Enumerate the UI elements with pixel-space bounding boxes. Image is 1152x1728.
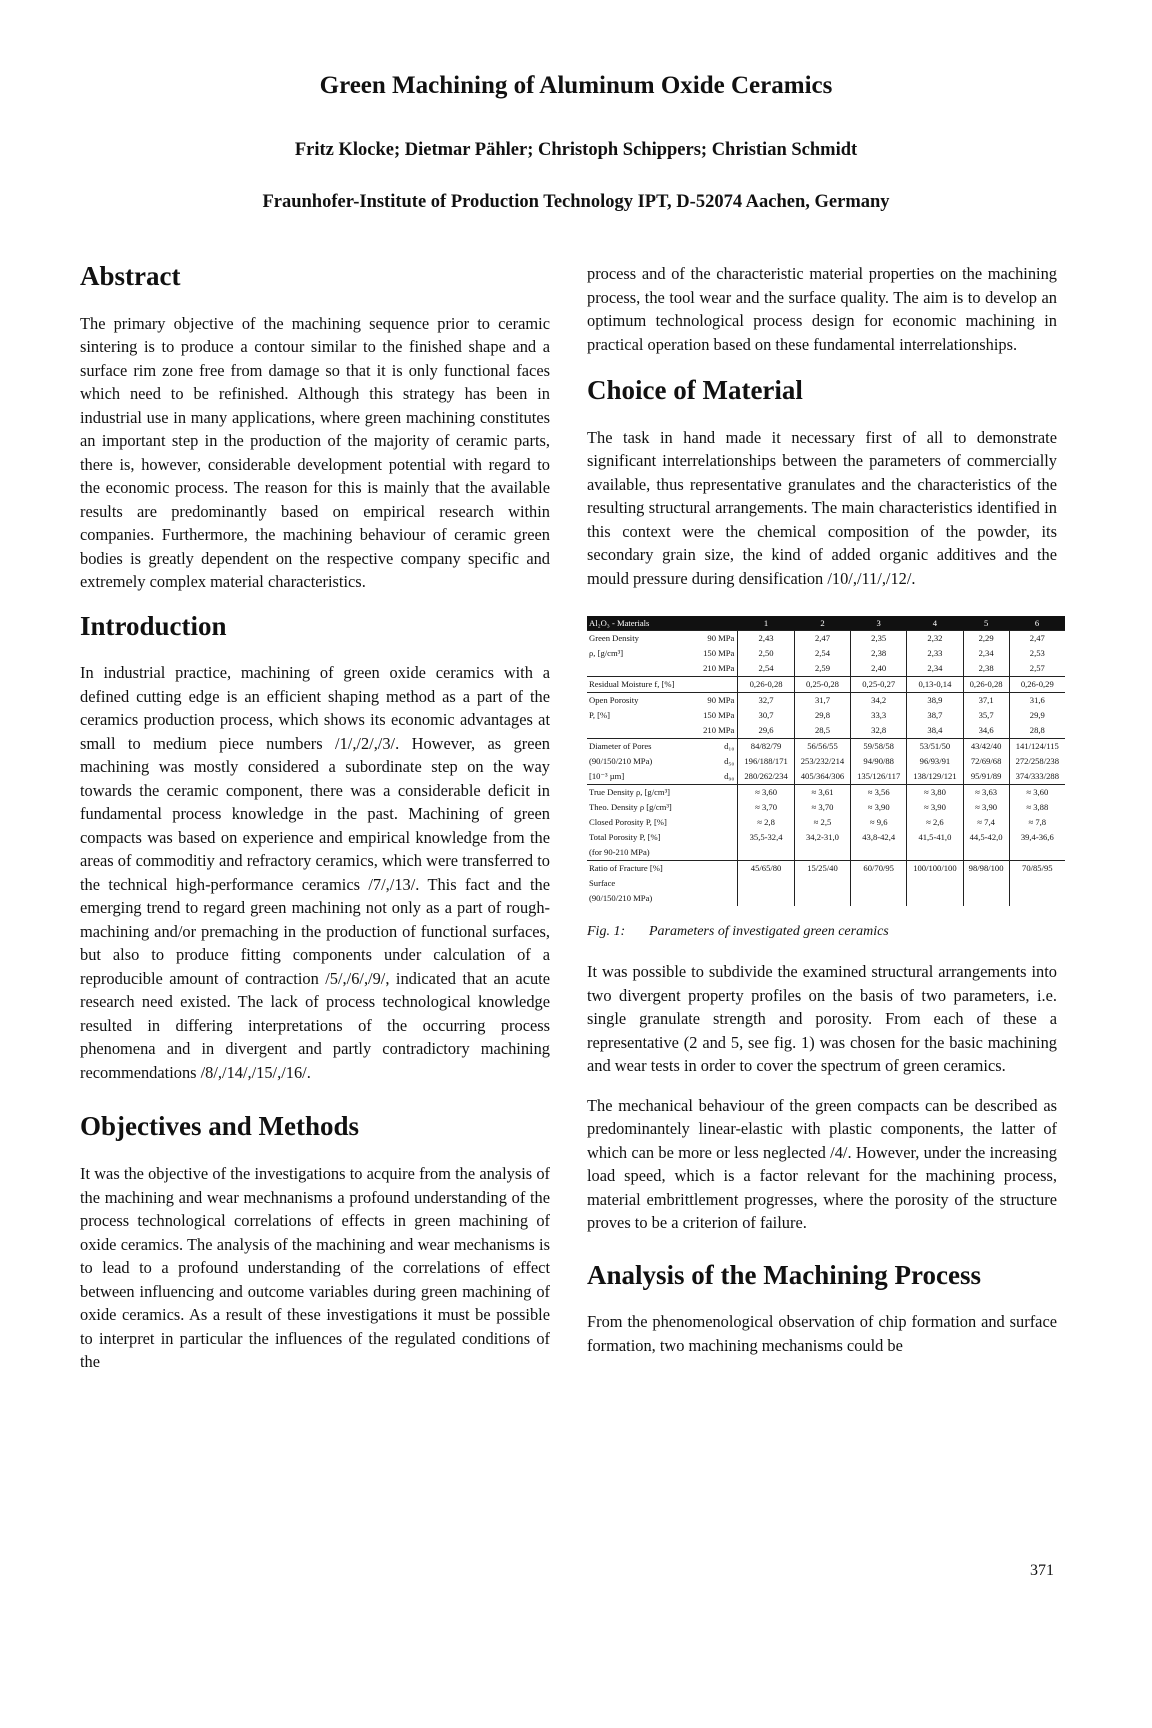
table-cell: ≈ 3,63 xyxy=(963,785,1009,801)
row-label: Theo. Density ρ [g/cm³] xyxy=(589,802,672,813)
table-cell: ≈ 3,90 xyxy=(963,800,1009,815)
row-sublabel: 90 MPa xyxy=(694,631,737,647)
row-label: True Density ρ, [g/cm³] xyxy=(587,785,694,801)
table-row xyxy=(587,723,1065,739)
table-cell: 405/364/306 xyxy=(794,769,850,785)
table-cell: 280/262/234 xyxy=(738,769,794,785)
table-cell xyxy=(907,891,963,906)
table-cell xyxy=(963,891,1009,906)
table-cell: 253/232/214 xyxy=(794,754,850,769)
table-cell: 30,7 xyxy=(738,708,794,723)
table-cell: 31,6 xyxy=(1009,693,1065,709)
row-sublabel xyxy=(694,785,737,801)
left-column xyxy=(80,262,550,1374)
row-label: (90/150/210 MPa) xyxy=(589,756,653,767)
table-cell: 31,7 xyxy=(794,693,850,709)
table-header-cell: 3 xyxy=(851,616,907,631)
table-cell: 2,38 xyxy=(851,646,907,661)
table-cell xyxy=(907,845,963,861)
table-cell: ≈ 3,80 xyxy=(907,785,963,801)
table-row xyxy=(587,769,1065,785)
table-cell: 2,43 xyxy=(738,631,794,647)
subdivide-text: It was possible to subdivide the examined structural arrangements into two divergent property profiles on the basis of two parameters, i.e. single granulate strength and porosity. From each of these a representative (2 and 5, see fig. 1) was chosen for the basic machining and wear tests in order to cover the spectrum of green ceramics. xyxy=(587,962,1057,1076)
table-cell: ≈ 3,56 xyxy=(851,785,907,801)
table-cell: 0,26-0,29 xyxy=(1009,677,1065,693)
row-sublabel xyxy=(694,876,737,891)
row-sublabel xyxy=(694,891,737,906)
row-label xyxy=(587,723,694,739)
row-label: Open Porosity xyxy=(587,693,694,709)
table-cell: 374/333/288 xyxy=(1009,769,1065,785)
row-label: Closed Porosity P, [%] xyxy=(589,817,667,828)
table-cell xyxy=(851,845,907,861)
row-label: ρ, [g/cm³] xyxy=(589,648,624,659)
table-cell: ≈ 3,61 xyxy=(794,785,850,801)
table-cell xyxy=(851,876,907,891)
table-cell: 2,40 xyxy=(851,661,907,677)
row-label: Residual Moisture f, [%] xyxy=(587,677,694,693)
table-cell xyxy=(851,891,907,906)
table-cell: 32,8 xyxy=(851,723,907,739)
objectives-heading: Objectives and Methods xyxy=(80,1111,359,1142)
table-cell: ≈ 9,6 xyxy=(851,815,907,830)
table-header-cell: 1 xyxy=(738,616,794,631)
mechanical-text: The mechanical behaviour of the green compacts can be described as predominantely linear-elastic with plastic components, the latter of which can be more or less neglected /4/. However, under the increasing load speed, which is a factor relevant for the machining process, material embrittlement progresses, where the porosity of the structure proves to be a criterion of failure. xyxy=(587,1095,1057,1233)
table-cell: 2,34 xyxy=(907,661,963,677)
row-sublabel: d₉₀ xyxy=(724,771,735,782)
choice-heading: Choice of Material xyxy=(587,375,803,405)
table-cell: 34,2-31,0 xyxy=(794,830,850,845)
page-number: 371 xyxy=(1030,1562,1054,1579)
table-cell: 0,25-0,28 xyxy=(794,677,850,693)
row-sublabel xyxy=(694,861,737,877)
table-row xyxy=(587,693,1065,709)
table-cell: 2,57 xyxy=(1009,661,1065,677)
table-cell: ≈ 3,70 xyxy=(738,800,794,815)
table-row xyxy=(587,876,1065,891)
table-cell: 29,6 xyxy=(738,723,794,739)
table-cell: 53/51/50 xyxy=(907,739,963,755)
table-cell: 45/65/80 xyxy=(738,861,794,877)
figure-caption-text: Parameters of investigated green ceramics xyxy=(649,924,889,940)
table-cell xyxy=(738,845,794,861)
table-cell: 138/129/121 xyxy=(907,769,963,785)
table-row xyxy=(587,861,1065,877)
table-cell: 0,13-0,14 xyxy=(907,677,963,693)
table-header-cell: Al₂O₃ - Materials xyxy=(587,616,738,631)
table-cell: 44,5-42,0 xyxy=(963,830,1009,845)
table-body xyxy=(587,631,1065,907)
table-cell: 84/82/79 xyxy=(738,739,794,755)
table-cell: 29,9 xyxy=(1009,708,1065,723)
table-header-cell: 6 xyxy=(1009,616,1065,631)
figure-caption xyxy=(587,924,1057,940)
table-cell: 35,5-32,4 xyxy=(738,830,794,845)
table-cell: ≈ 3,90 xyxy=(907,800,963,815)
row-label: Total Porosity P, [%] xyxy=(589,832,661,843)
abstract-heading: Abstract xyxy=(80,261,181,291)
table-cell: 2,54 xyxy=(738,661,794,677)
table-cell: ≈ 2,6 xyxy=(907,815,963,830)
table-cell: 38,9 xyxy=(907,693,963,709)
row-sublabel: 210 MPa xyxy=(703,725,735,736)
table-cell: 96/93/91 xyxy=(907,754,963,769)
table-header-row xyxy=(587,616,1065,631)
table-cell: 60/70/95 xyxy=(851,861,907,877)
table-cell: 0,26-0,28 xyxy=(963,677,1009,693)
table-cell: 94/90/88 xyxy=(851,754,907,769)
table-row xyxy=(587,677,1065,693)
row-label xyxy=(587,661,694,677)
table-cell: 2,38 xyxy=(963,661,1009,677)
table-cell: 0,25-0,27 xyxy=(851,677,907,693)
table-cell: 2,32 xyxy=(907,631,963,647)
objectives-text: It was the objective of the investigations to acquire from the analysis of the machining and wear mechnanisms a profound understanding of the process technological correlations of effects in green machining of oxide ceramics. The analysis of the machining and wear mechanisms is to lead to a profound understanding of the correlations of effect between influencing and outcome variables during green machining of oxide ceramics. As a result of these investigations it must be possible to interpret in particular the influences of the regulated conditions of the xyxy=(80,1164,550,1372)
table-cell: 2,54 xyxy=(794,646,850,661)
table-cell: 39,4-36,6 xyxy=(1009,830,1065,845)
table-row xyxy=(587,845,1065,861)
table-header-cell: 5 xyxy=(963,616,1009,631)
table-row xyxy=(587,708,1065,723)
table-cell: 72/69/68 xyxy=(963,754,1009,769)
paper-title: Green Machining of Aluminum Oxide Ceramics xyxy=(319,72,833,99)
table-cell: 15/25/40 xyxy=(794,861,850,877)
table-cell: 38,7 xyxy=(907,708,963,723)
row-label: [10⁻³ µm] xyxy=(589,771,625,782)
table-cell xyxy=(1009,845,1065,861)
table-cell: 141/124/115 xyxy=(1009,739,1065,755)
page-header xyxy=(0,72,1152,213)
introduction-heading: Introduction xyxy=(80,610,227,641)
table-row xyxy=(587,646,1065,661)
table-cell: 135/126/117 xyxy=(851,769,907,785)
table-cell: 37,1 xyxy=(963,693,1009,709)
analysis-text: From the phenomenological observation of chip formation and surface formation, two machining mechanisms could be xyxy=(587,1312,1057,1355)
row-label: (90/150/210 MPa) xyxy=(589,893,653,904)
objectives-continued-text: process and of the characteristic material properties on the machining process, the tool wear and the surface quality. The aim is to develop an optimum technological process design for economic machining in practical operation based on these fundamental interrelationships. xyxy=(587,264,1057,354)
table-cell: 2,50 xyxy=(738,646,794,661)
table-cell: 2,33 xyxy=(907,646,963,661)
table-cell: 28,8 xyxy=(1009,723,1065,739)
author-list: Fritz Klocke; Dietmar Pähler; Christoph Schippers; Christian Schmidt xyxy=(294,140,858,160)
table-cell: 2,53 xyxy=(1009,646,1065,661)
figure-number: Fig. 1: xyxy=(587,924,626,940)
table-cell: 2,47 xyxy=(1009,631,1065,647)
row-sublabel: d₁₀ xyxy=(694,739,737,755)
table-row xyxy=(587,631,1065,647)
table-cell: 35,7 xyxy=(963,708,1009,723)
table-cell xyxy=(907,876,963,891)
table-row xyxy=(587,891,1065,906)
table-cell: 28,5 xyxy=(794,723,850,739)
introduction-text: In industrial practice, machining of green oxide ceramics with a defined cutting edge is an efficient shaping method as a part of the ceramics production process, which shows its economic advantages at small to medium piece numbers /1/,/2/,/3/. However, as green machining was mostly considered a subordinate step on the way towards the ceramic component, there was a considerable deficit in fundamental process knowledge in the past. Machining of green compacts was based on experience and empirical knowledge from the areas of commoditiy and refractory ceramics, which were transferred to the technical high-performance ceramics /7/,/13/. This fact and the emerging trend to regard green machining not only as a part of rough-machining and/or premaching in the production of functional surfaces, but also to produce fitting components under calculation of a reproducible amount of contraction /5/,/6/,/9/, indicated that an acute research need existed. The lack of process technological knowledge resulted in differing interpretations of the occurring process phenomena and in divergent and partly contradictory machining recommendations /8/,/14/,/15/,/16/. xyxy=(80,663,550,1082)
table-cell: 2,47 xyxy=(794,631,850,647)
table-cell: 196/188/171 xyxy=(738,754,794,769)
table-cell: 41,5-41,0 xyxy=(907,830,963,845)
table-cell: ≈ 7,8 xyxy=(1009,815,1065,830)
table-row xyxy=(587,739,1065,755)
table-cell xyxy=(794,876,850,891)
table-cell: 70/85/95 xyxy=(1009,861,1065,877)
table-cell xyxy=(1009,891,1065,906)
table-cell xyxy=(738,891,794,906)
row-sublabel: 90 MPa xyxy=(694,693,737,709)
table-cell: 95/91/89 xyxy=(963,769,1009,785)
table-cell: 34,6 xyxy=(963,723,1009,739)
table-cell: 2,34 xyxy=(963,646,1009,661)
row-label: (for 90-210 MPa) xyxy=(589,847,650,858)
row-label: Diameter of Pores xyxy=(587,739,694,755)
table-cell xyxy=(963,845,1009,861)
row-label: P, [%] xyxy=(589,710,611,721)
table-row xyxy=(587,785,1065,801)
table-cell: 59/58/58 xyxy=(851,739,907,755)
table-cell: 43/42/40 xyxy=(963,739,1009,755)
table-cell: 272/258/238 xyxy=(1009,754,1065,769)
table-cell: 98/98/100 xyxy=(963,861,1009,877)
table-row xyxy=(587,830,1065,845)
table-cell: 100/100/100 xyxy=(907,861,963,877)
row-sublabel xyxy=(694,830,737,845)
table-cell: 2,59 xyxy=(794,661,850,677)
table-cell: 34,2 xyxy=(851,693,907,709)
row-sublabel xyxy=(694,800,737,815)
table-cell: 38,4 xyxy=(907,723,963,739)
parameters-table xyxy=(587,616,1065,906)
table-cell: 32,7 xyxy=(738,693,794,709)
row-sublabel: d₅₀ xyxy=(724,756,735,767)
table-row xyxy=(587,754,1065,769)
row-sublabel xyxy=(694,677,737,693)
table-row xyxy=(587,815,1065,830)
table-cell: ≈ 3,88 xyxy=(1009,800,1065,815)
table-cell xyxy=(1009,876,1065,891)
table-cell: ≈ 3,60 xyxy=(738,785,794,801)
table-cell: 56/56/55 xyxy=(794,739,850,755)
row-label: Green Density xyxy=(587,631,694,647)
table-cell: 0,26-0,28 xyxy=(738,677,794,693)
row-label: Ratio of Fracture [%] xyxy=(587,861,694,877)
table-cell: ≈ 7,4 xyxy=(963,815,1009,830)
table-header-cell: 2 xyxy=(794,616,850,631)
table-cell: ≈ 3,90 xyxy=(851,800,907,815)
table-cell: 29,8 xyxy=(794,708,850,723)
table-cell: 2,35 xyxy=(851,631,907,647)
table-cell: 2,29 xyxy=(963,631,1009,647)
choice-text: The task in hand made it necessary first of all to demonstrate significant interrelationships between the parameters of commercially available, thus representative granulates and the characteristics of the resulting structural arrangements. The main characteristics identified in this context were the chemical composition of the powder, its secondary grain size, the kind of added organic additives and the mould pressure during densification /10/,/11/,/12/. xyxy=(587,427,1057,588)
affiliation: Fraunhofer-Institute of Production Technology IPT, D-52074 Aachen, Germany xyxy=(262,192,890,212)
right-column xyxy=(587,262,1060,1357)
table-cell xyxy=(794,845,850,861)
table-row xyxy=(587,800,1065,815)
row-sublabel: 210 MPa xyxy=(703,663,735,674)
table-cell: ≈ 3,70 xyxy=(794,800,850,815)
table-cell xyxy=(963,876,1009,891)
table-cell xyxy=(794,891,850,906)
table-cell: 33,3 xyxy=(851,708,907,723)
row-sublabel xyxy=(694,845,737,861)
table-cell: ≈ 3,60 xyxy=(1009,785,1065,801)
row-sublabel xyxy=(694,815,737,830)
row-sublabel: 150 MPa xyxy=(703,648,735,659)
table-cell xyxy=(738,876,794,891)
abstract-text: The primary objective of the machining sequence prior to ceramic sintering is to produce a contour similar to the finished shape and a surface rim zone free from damage so that it is only functional faces which need to be refinished. Although this strategy has been in industrial use in many applications, where green machining constitutes an important step in the production of the majority of ceramic parts, there is, however, considerable development potential with regard to the economic process. The reason for this is mainly that the available results are predominantly based on empirical research within companies. Furthermore, the machining behaviour of ceramic green bodies is greatly dependent on the respective company specific and extremely complex material characteristics. xyxy=(80,313,550,592)
table-row xyxy=(587,661,1065,677)
row-sublabel: 150 MPa xyxy=(703,710,735,721)
table-cell: ≈ 2,8 xyxy=(738,815,794,830)
analysis-heading: Analysis of the Machining Process xyxy=(587,1259,982,1290)
table-header-cell: 4 xyxy=(907,616,963,631)
row-label: Surface xyxy=(589,878,616,889)
table-cell: 43,8-42,4 xyxy=(851,830,907,845)
table-cell: ≈ 2,5 xyxy=(794,815,850,830)
